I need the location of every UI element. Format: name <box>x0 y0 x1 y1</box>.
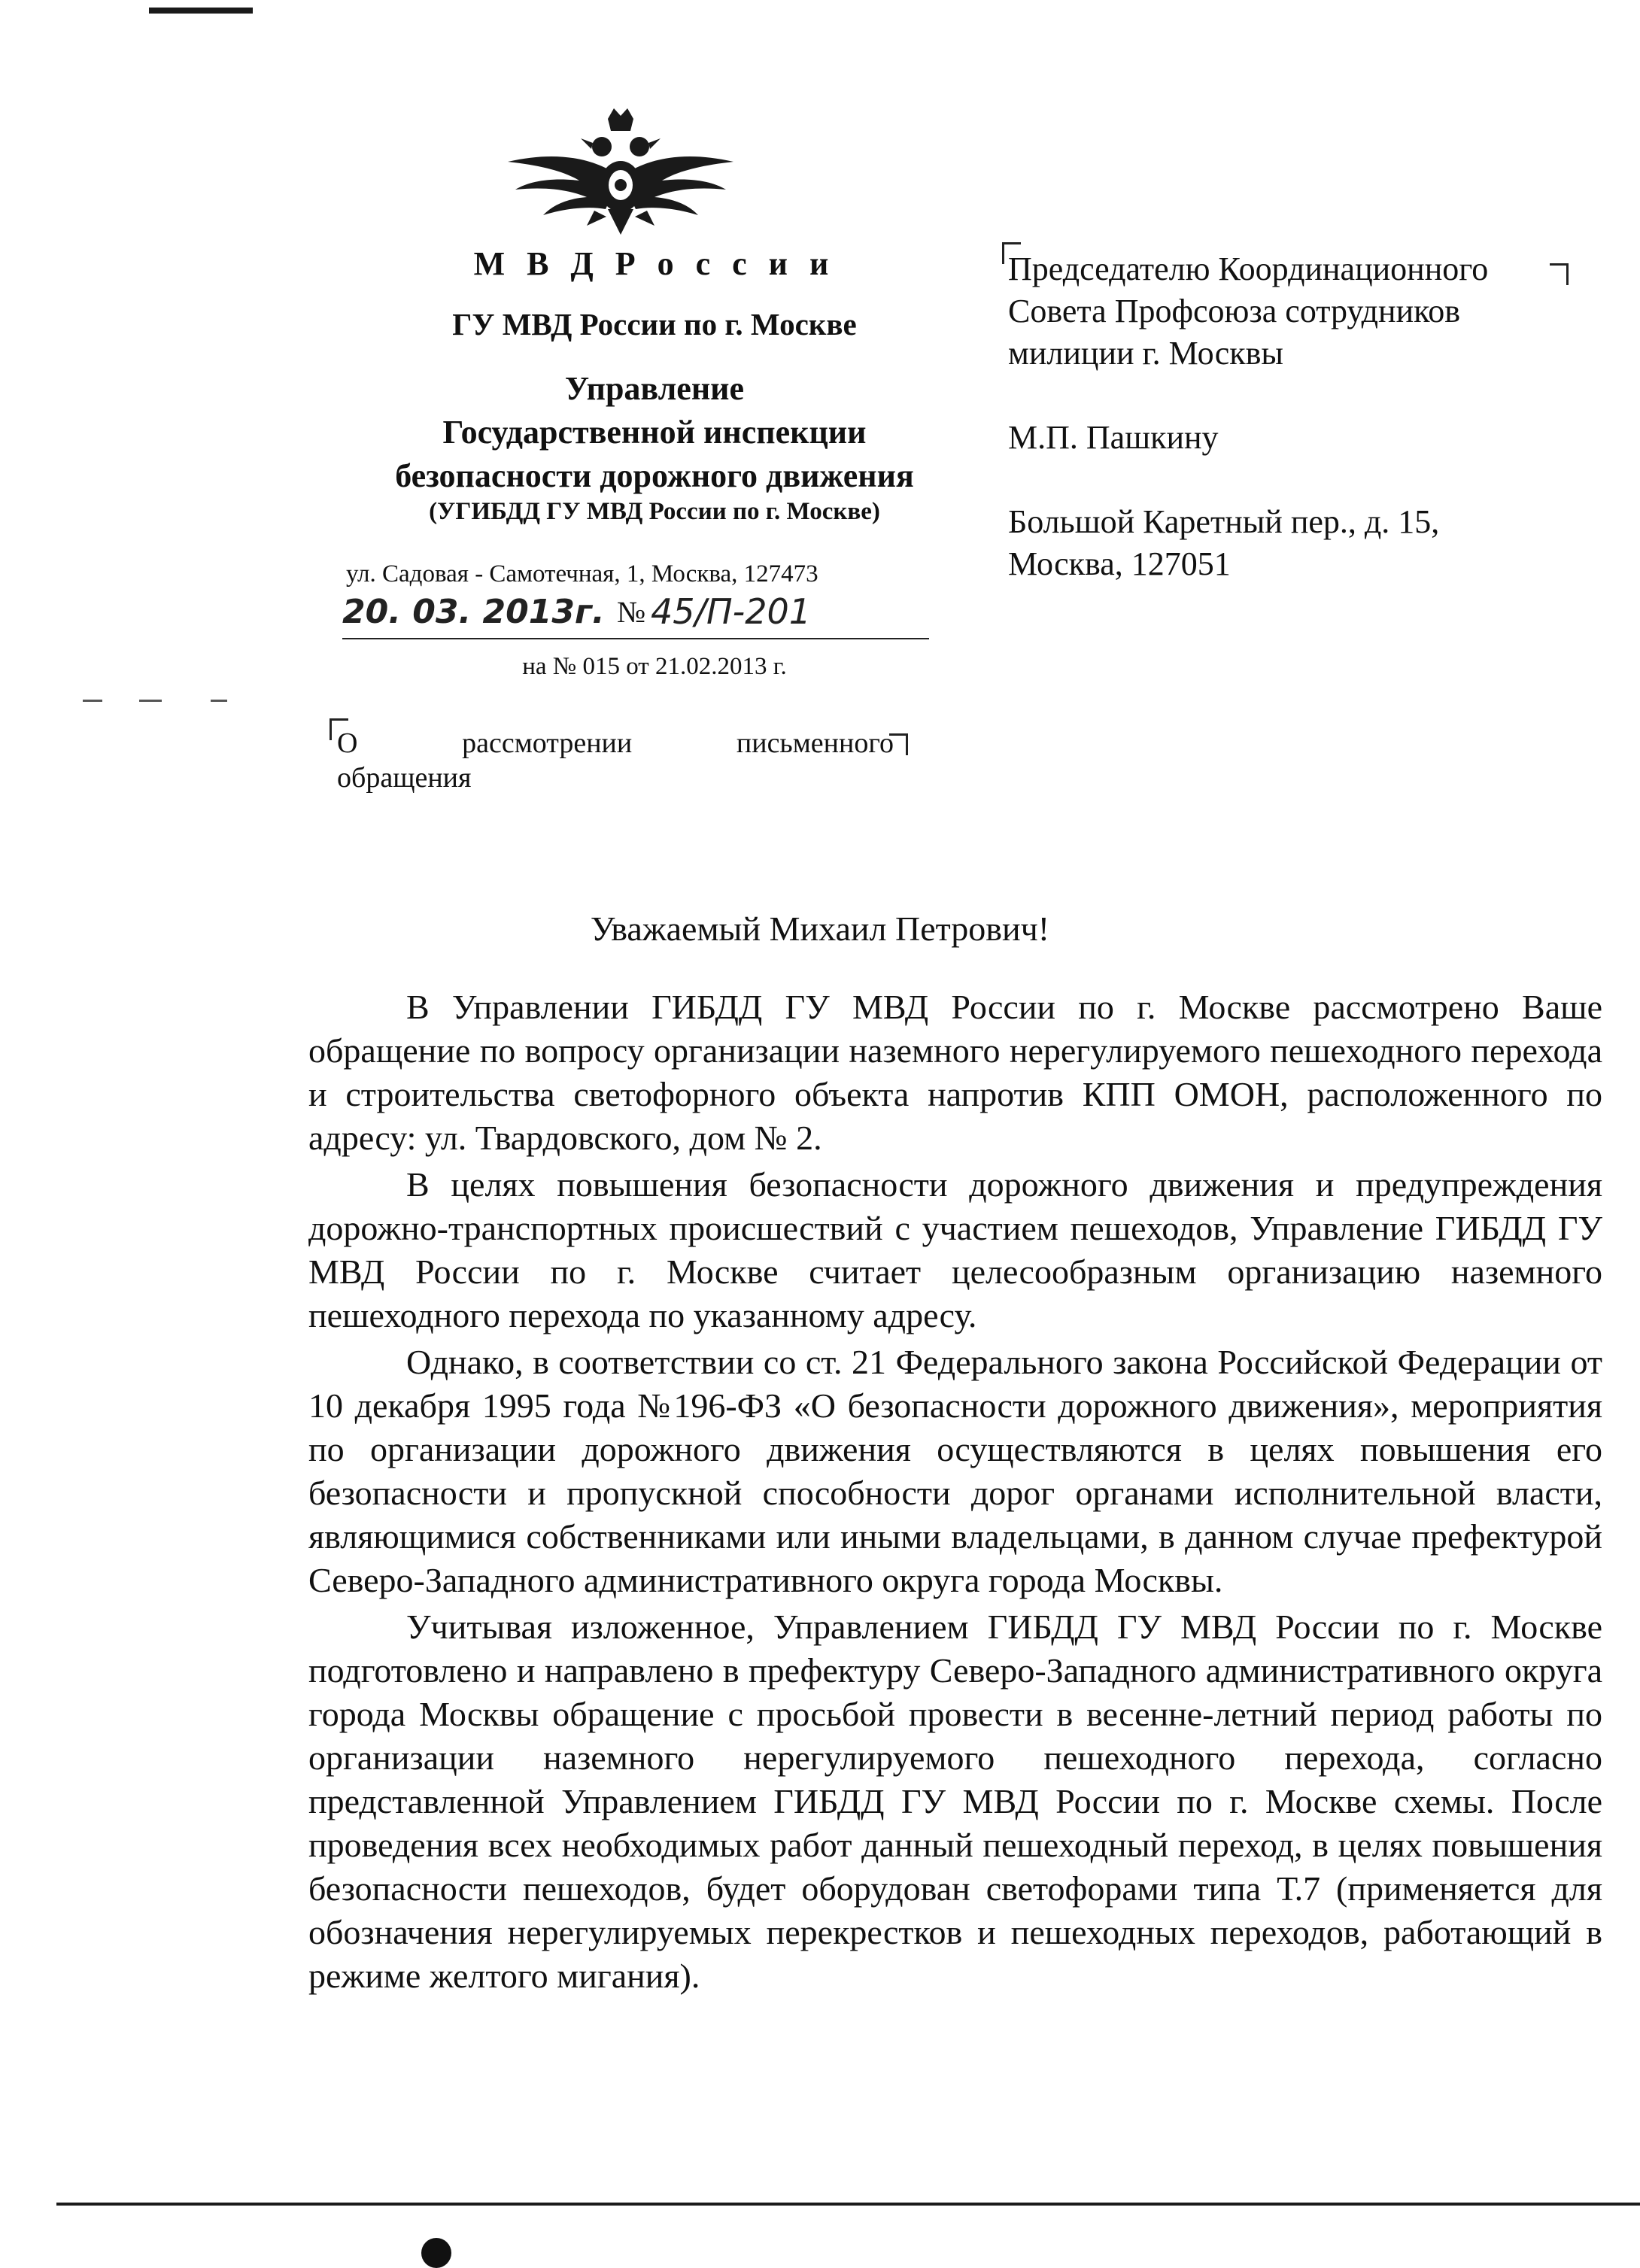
scan-artifact-mark <box>149 8 253 14</box>
page-footer-rule <box>56 2203 1640 2206</box>
ministry-name: М В Д Р о с с и и <box>473 245 836 282</box>
addressee-address-line: Москва, 127051 <box>1008 545 1231 582</box>
reply-reference: на № 015 от 21.02.2013 г. <box>522 653 787 680</box>
addressee-address-line: Большой Каретный пер., д. 15, <box>1008 503 1440 540</box>
body-paragraph: Однако, в соответствии со ст. 21 Федерального закона Российской Федерации от 10 декабря 1995 года №196-ФЗ «О безопасности дорожного движения», мероприятия по организации дорожного движения осуществляются в целях повышения его безопасности и пропускной способности дорог органами исполнительной власти, являющимися собственниками или иными владельцами, в данном случае префектурой Северо-Западного административного округа города Москвы. <box>308 1343 1602 1599</box>
subject-word: О <box>337 727 358 759</box>
subject-block <box>337 726 894 795</box>
addressee-position-line: Совета Профсоюза сотрудников <box>1008 293 1461 329</box>
main-directorate-name: ГУ МВД России по г. Москве <box>452 307 857 342</box>
department-name <box>316 367 993 498</box>
scan-artifact-dash <box>83 700 102 702</box>
subject-word: письменного <box>736 727 894 759</box>
subject-word: рассмотрении <box>462 727 633 759</box>
addressee-position-line: милиции г. Москвы <box>1008 335 1283 372</box>
subject-line: обращения <box>337 762 472 794</box>
salutation: Уважаемый Михаил Петрович! <box>590 909 1050 948</box>
scan-artifact-dash <box>211 700 227 702</box>
body-paragraph: Учитывая изложенное, Управлением ГИБДД ГУ МВД России по г. Москве подготовлено и направлено в префектуру Северо-Западного административного округа города Москвы обращение с просьбой провести в весенне-летний период работы по организации наземного нерегулируемого пешеходного перехода, согласно представленной Управлением ГИБДД ГУ МВД России по г. Москве схемы. После проведения всех необходимых работ данный пешеходный переход, в целях повышения безопасности пешеходов, будет оборудован светофорами типа Т.7 (применяется для обозначения нерегулируемых перекрестков и пешеходных переходов, работающий в режиме желтого мигания). <box>308 1608 1602 1995</box>
mvd-eagle-emblem-icon <box>497 105 745 241</box>
department-line: Государственной инспекции <box>442 414 867 451</box>
registration-number: 45/П-201 <box>651 591 812 632</box>
scan-artifact-blob <box>421 2238 451 2268</box>
addressee-name: М.П. Пашкину <box>1008 419 1219 456</box>
number-sign: № <box>617 595 646 629</box>
addressee-position-line: Председателю Координационного <box>1008 250 1489 287</box>
letter-body <box>308 985 1602 2001</box>
department-abbreviation: (УГИБДД ГУ МВД России по г. Москве) <box>429 498 880 525</box>
sender-address: ул. Садовая - Самотечная, 1, Москва, 127473 <box>346 560 818 587</box>
registration-line <box>342 593 929 639</box>
addressee-block <box>1008 248 1580 585</box>
scan-artifact-dash <box>139 700 162 702</box>
department-line: безопасности дорожного движения <box>395 457 914 494</box>
body-paragraph: В целях повышения безопасности дорожного движения и предупреждения дорожно-транспортных происшествий с участием пешеходов, Управление ГИБДД ГУ МВД России по г. Москве считает целесообразным организацию наземного пешеходного перехода по указанному адресу. <box>308 1165 1602 1334</box>
body-paragraph: В Управлении ГИБДД ГУ МВД России по г. Москве рассмотрено Ваше обращение по вопросу организации наземного нерегулируемого пешеходного перехода и строительства светофорного объекта напротив КПП ОМОН, расположенного по адресу: ул. Твардовского, дом № 2. <box>308 988 1602 1157</box>
department-line: Управление <box>564 370 745 407</box>
registration-date: 20. 03. 2013г. <box>342 593 605 631</box>
